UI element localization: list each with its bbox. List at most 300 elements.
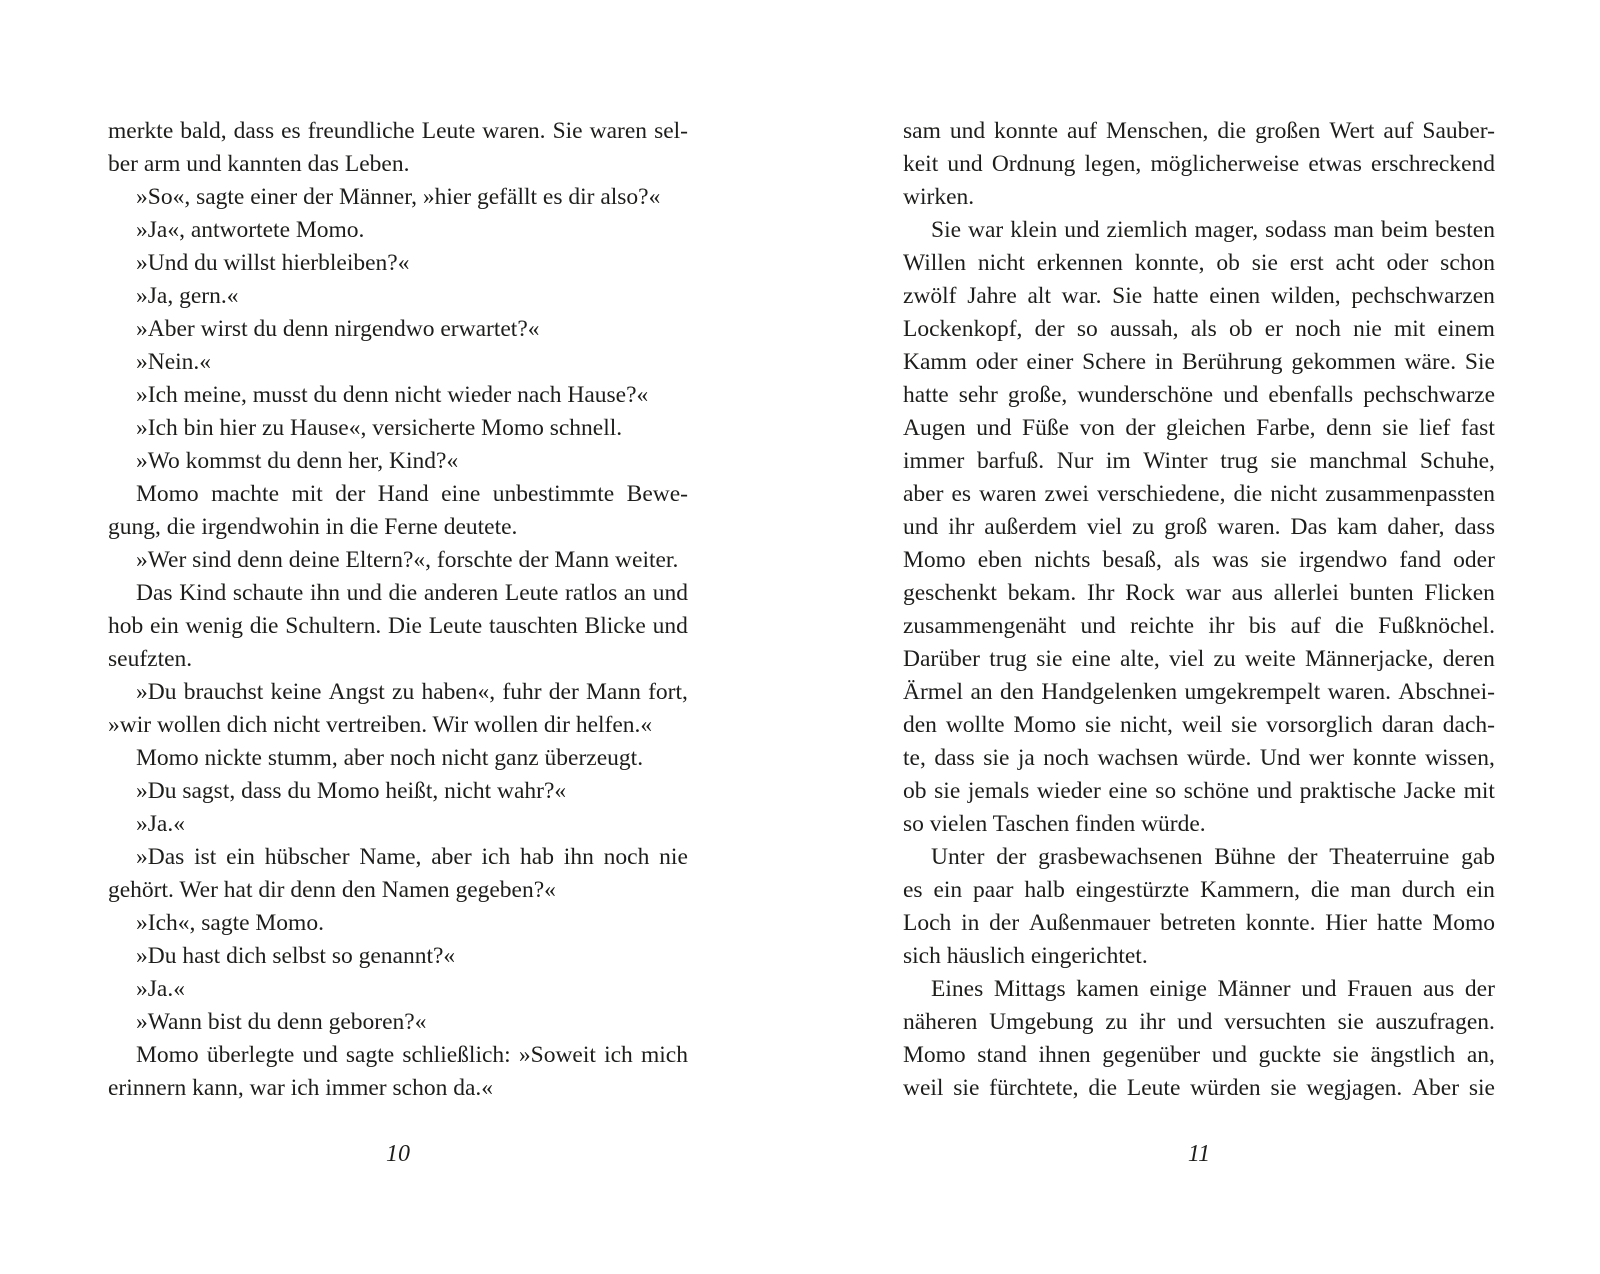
word: hübscher: [264, 844, 350, 870]
word: Mann: [586, 679, 641, 705]
word: zu: [392, 679, 415, 705]
word: und: [903, 514, 939, 540]
text-line: [903, 1072, 1495, 1105]
word: trug: [989, 646, 1028, 672]
word: Nur: [1056, 448, 1094, 474]
word: so: [1155, 778, 1177, 804]
word: es: [951, 481, 972, 507]
word: und: [652, 580, 688, 606]
word: Farbe,: [1256, 415, 1316, 441]
word: Schere: [1082, 349, 1147, 375]
word: sie: [1270, 448, 1297, 474]
word: Bewe-: [626, 481, 688, 507]
word: der: [1125, 415, 1156, 441]
word: beim: [1380, 217, 1428, 243]
word: fast: [1460, 415, 1495, 441]
word: ich: [604, 1042, 633, 1068]
word: noch: [1043, 745, 1089, 771]
text-line: gehört. Wer hat dir denn den Namen gegeben?«: [108, 877, 556, 903]
word: ihr: [1208, 613, 1235, 639]
word: keine: [270, 679, 322, 705]
word: schon: [1440, 250, 1495, 276]
word: konnte: [1352, 745, 1417, 771]
word: reichte: [1130, 613, 1195, 639]
word: sie: [1468, 1075, 1495, 1101]
word: oder: [1386, 250, 1429, 276]
word: Momo: [1013, 712, 1077, 738]
text-line: [903, 379, 1495, 412]
word: einer: [1026, 349, 1074, 375]
word: waren.: [1217, 514, 1281, 540]
word: ich: [481, 844, 511, 870]
word: verschiedene,: [1096, 481, 1226, 507]
word: aussah,: [1109, 316, 1179, 342]
word: die: [1310, 877, 1340, 903]
word: Sie: [1112, 283, 1143, 309]
word: denn: [1326, 415, 1372, 441]
word: und: [949, 118, 986, 144]
word: ratlos: [565, 580, 618, 606]
word: Und: [1259, 745, 1301, 771]
word: gab: [1461, 844, 1495, 870]
word: besaß,: [1102, 547, 1162, 573]
word: geschenkt: [903, 580, 997, 606]
word: im: [1105, 448, 1131, 474]
word: sie: [953, 1075, 980, 1101]
word: Die: [387, 613, 422, 639]
text-line: [903, 148, 1495, 181]
word: wilden,: [1270, 283, 1341, 309]
word: auf: [1066, 118, 1097, 144]
word: ihr: [948, 514, 975, 540]
text-line: »Nein.«: [136, 349, 212, 375]
text-line: [903, 973, 1495, 1006]
word: mager,: [1194, 217, 1259, 243]
word: zu: [1105, 1009, 1128, 1035]
word: Frauen: [1347, 976, 1413, 1002]
word: und: [302, 1042, 338, 1068]
word: Lockenkopf,: [903, 316, 1023, 342]
word: ob: [1216, 250, 1240, 276]
word: hab: [520, 844, 554, 870]
word: sie: [1036, 646, 1063, 672]
word: noch: [603, 844, 650, 870]
page-right-text: [903, 115, 1495, 1105]
word: der: [335, 481, 366, 507]
page-left-text: [108, 115, 688, 1105]
word: Abschnei-: [1398, 679, 1495, 705]
word: jemals: [967, 778, 1030, 804]
word: ob: [903, 778, 927, 804]
text-line: [903, 577, 1495, 610]
word: betreten: [1160, 910, 1236, 936]
word: große,: [1007, 382, 1068, 408]
word: wissen,: [1425, 745, 1495, 771]
text-line: »Wo kommst du denn her, Kind?«: [136, 448, 459, 474]
word: eingestürzte: [1075, 877, 1190, 903]
word: daher,: [1387, 514, 1445, 540]
word: zu: [1213, 646, 1236, 672]
word: nie: [1353, 316, 1382, 342]
word: wollte: [945, 712, 1005, 738]
word: Ihr: [1087, 580, 1115, 606]
word: bis: [1248, 613, 1277, 639]
text-line: »Du sagst, dass du Momo heißt, nicht wahr?«: [136, 778, 567, 804]
word: Menschen,: [1105, 118, 1209, 144]
word: trug: [1220, 448, 1259, 474]
word: dass: [1454, 514, 1495, 540]
word: auf: [1290, 613, 1321, 639]
word: immer: [903, 448, 965, 474]
word: man: [1350, 877, 1391, 903]
word: legen,: [1084, 151, 1142, 177]
word: »Du: [136, 679, 177, 705]
word: haben«,: [421, 679, 496, 705]
word: aber: [903, 481, 944, 507]
word: die: [1217, 118, 1247, 144]
word: der: [1034, 316, 1065, 342]
word: Blicke: [584, 613, 646, 639]
word: Momo: [1432, 910, 1495, 936]
text-line: wirken.: [903, 184, 975, 210]
word: ein: [933, 877, 963, 903]
word: die: [1233, 481, 1263, 507]
word: ihr: [1139, 1009, 1166, 1035]
word: ein: [226, 844, 255, 870]
word: paar: [973, 877, 1014, 903]
word: mich: [640, 1042, 688, 1068]
word: Berührung: [1181, 349, 1283, 375]
word: ebenfalls: [1268, 382, 1354, 408]
word: ziemlich: [1106, 217, 1188, 243]
word: die: [1335, 613, 1364, 639]
text-line: ber arm und kannten das Leben.: [108, 151, 410, 177]
word: Kamm: [903, 349, 967, 375]
word: der: [989, 910, 1020, 936]
word: halb: [1024, 877, 1065, 903]
word: und: [1211, 1042, 1247, 1068]
word: brauchst: [183, 679, 264, 705]
word: bunten: [1349, 580, 1414, 606]
word: versuchten: [1224, 1009, 1326, 1035]
word: überlegte: [206, 1042, 295, 1068]
text-line: [903, 610, 1495, 643]
word: manchmal: [1309, 448, 1408, 474]
text-line: sich häuslich eingerichtet.: [903, 943, 1148, 969]
word: der: [1464, 976, 1495, 1002]
word: gegenüber: [1102, 1042, 1201, 1068]
word: merkte: [108, 118, 174, 144]
word: als: [1190, 316, 1217, 342]
word: hatte: [903, 382, 949, 408]
text-line: »Ich bin hier zu Hause«, versicherte Momo schnell.: [136, 415, 623, 441]
word: pechschwarze: [1363, 382, 1495, 408]
word: zwei: [1044, 481, 1089, 507]
word: und: [1177, 1009, 1213, 1035]
text-line: [108, 1039, 688, 1072]
word: dass: [233, 118, 275, 144]
word: ein: [1466, 877, 1495, 903]
text-line: »Ja.«: [136, 976, 185, 1002]
text-line: [903, 115, 1495, 148]
word: Flicken: [1424, 580, 1495, 606]
word: Momo: [903, 1042, 966, 1068]
word: so: [1076, 316, 1098, 342]
word: Kammern,: [1200, 877, 1300, 903]
page-right: [903, 115, 1495, 1171]
word: allerlei: [1273, 580, 1339, 606]
word: Handgelenken: [1041, 679, 1178, 705]
word: etwas: [1308, 151, 1362, 177]
word: eine: [1071, 646, 1111, 672]
word: an,: [1466, 1042, 1495, 1068]
word: außerdem: [984, 514, 1077, 540]
word: Sie: [1464, 349, 1495, 375]
text-line: [903, 478, 1495, 511]
word: in: [1154, 349, 1174, 375]
word: und: [1256, 778, 1292, 804]
word: Das: [1290, 514, 1328, 540]
text-line: [108, 841, 688, 874]
word: Fußknöchel.: [1378, 613, 1495, 639]
word: wer: [1308, 745, 1345, 771]
word: nicht: [977, 250, 1025, 276]
word: aus: [1422, 976, 1455, 1002]
word: fand: [1399, 547, 1442, 573]
word: Leute: [421, 118, 476, 144]
word: fuhr: [502, 679, 542, 705]
word: sel-: [654, 118, 688, 144]
word: »Das: [136, 844, 185, 870]
word: ja: [1017, 745, 1035, 771]
text-line: [108, 577, 688, 610]
word: von: [1079, 415, 1115, 441]
word: und: [652, 613, 688, 639]
word: hatte: [1152, 283, 1199, 309]
word: und: [1080, 613, 1116, 639]
text-line: [903, 511, 1495, 544]
word: mit: [291, 481, 323, 507]
word: Augen: [903, 415, 966, 441]
word: oder: [1453, 547, 1495, 573]
word: groß: [1164, 514, 1208, 540]
word: sehr: [958, 382, 998, 408]
page-number-right: 11: [1187, 1141, 1211, 1167]
word: wegjagen.: [1306, 1075, 1403, 1101]
word: was: [1212, 547, 1249, 573]
text-line: [903, 742, 1495, 775]
word: pechschwarzen: [1351, 283, 1495, 309]
word: Männer: [1217, 976, 1291, 1002]
word: nie: [659, 844, 688, 870]
word: wäre.: [1404, 349, 1457, 375]
word: praktische: [1299, 778, 1397, 804]
word: Sauber-: [1422, 118, 1495, 144]
word: freundliche: [307, 118, 415, 144]
word: an: [623, 580, 647, 606]
word: sie: [1085, 712, 1112, 738]
word: Aber: [1412, 1075, 1460, 1101]
word: Loch: [903, 910, 952, 936]
word: fürchtete,: [989, 1075, 1079, 1101]
word: ist: [194, 844, 217, 870]
word: weil: [903, 1075, 944, 1101]
text-line: »Wann bist du denn geboren?«: [136, 1009, 427, 1035]
word: dass: [934, 745, 975, 771]
word: Ärmel: [903, 679, 964, 705]
word: Wert: [1329, 118, 1375, 144]
word: und: [346, 580, 382, 606]
word: waren.: [1327, 679, 1391, 705]
word: wachsen: [1097, 745, 1179, 771]
text-line: »Ja«, antwortete Momo.: [136, 217, 365, 243]
word: eben: [977, 547, 1023, 573]
text-line: [903, 445, 1495, 478]
word: aus: [1231, 580, 1263, 606]
word: ihn: [309, 580, 340, 606]
word: Unter: [931, 844, 985, 870]
word: der: [996, 844, 1027, 870]
word: hatte: [1376, 910, 1423, 936]
word: eine: [1108, 778, 1148, 804]
word: nicht,: [1120, 712, 1173, 738]
word: auf: [1383, 118, 1414, 144]
text-line: [903, 676, 1495, 709]
word: sie: [1260, 547, 1287, 573]
word: bekam.: [1007, 580, 1077, 606]
text-line: [108, 115, 688, 148]
word: und: [947, 151, 983, 177]
word: stand: [977, 1042, 1027, 1068]
word: Momo: [903, 547, 966, 573]
word: und: [976, 415, 1012, 441]
word: zu: [1132, 514, 1155, 540]
word: Männerjacke,: [1304, 646, 1434, 672]
word: war.: [1061, 283, 1102, 309]
word: »Soweit: [518, 1042, 596, 1068]
text-line: gung, die irgendwohin in die Ferne deutete.: [108, 514, 518, 540]
text-line: [903, 346, 1495, 379]
word: Momo: [136, 1042, 199, 1068]
word: Leute: [504, 580, 559, 606]
word: sodass: [1265, 217, 1327, 243]
word: tauschten: [488, 613, 578, 639]
word: guckte: [1258, 1042, 1322, 1068]
word: Leute: [1126, 1075, 1181, 1101]
word: Hand: [377, 481, 429, 507]
word: irgendwo: [1298, 547, 1388, 573]
word: es: [281, 118, 301, 144]
word: die: [388, 580, 418, 606]
word: aber: [431, 844, 472, 870]
text-line: »Aber wirst du denn nirgendwo erwartet?«: [136, 316, 540, 342]
word: alt: [1027, 283, 1051, 309]
word: waren: [979, 481, 1037, 507]
text-line: »Ich«, sagte Momo.: [136, 910, 324, 936]
word: fort,: [648, 679, 688, 705]
word: wenig: [185, 613, 243, 639]
word: wunderschöne: [1077, 382, 1214, 408]
word: eine: [441, 481, 481, 507]
word: großen: [1255, 118, 1321, 144]
word: mit: [1393, 316, 1426, 342]
word: weil: [1181, 712, 1223, 738]
word: nichts: [1034, 547, 1091, 573]
word: Hier: [1325, 910, 1368, 936]
word: Mittags: [993, 976, 1066, 1002]
word: hob: [108, 613, 144, 639]
word: Bühne: [1214, 844, 1276, 870]
word: unbestimmte: [492, 481, 615, 507]
word: mit: [1463, 778, 1495, 804]
word: Schultern.: [285, 613, 382, 639]
text-line: [903, 412, 1495, 445]
text-line: »Und du willst hierbleiben?«: [136, 250, 410, 276]
text-line: [108, 676, 688, 709]
word: der: [548, 679, 579, 705]
word: kamen: [1076, 976, 1139, 1002]
word: und: [1301, 976, 1337, 1002]
word: Jacke: [1403, 778, 1456, 804]
word: gekommen: [1291, 349, 1396, 375]
text-line: »Ich meine, musst du denn nicht wieder nach Hause?«: [136, 382, 649, 408]
word: anderen: [423, 580, 499, 606]
word: sie: [1231, 712, 1258, 738]
word: auszufragen.: [1375, 1009, 1495, 1035]
word: der: [1287, 844, 1318, 870]
word: sie: [934, 778, 961, 804]
word: in: [961, 910, 980, 936]
word: zusammengenäht: [903, 613, 1067, 639]
word: und: [1064, 217, 1100, 243]
word: Darüber: [903, 646, 980, 672]
word: Kind: [179, 580, 227, 606]
word: waren: [589, 118, 648, 144]
word: sie: [1382, 415, 1409, 441]
text-line: [903, 214, 1495, 247]
word: deren: [1442, 646, 1495, 672]
word: keit: [903, 151, 939, 177]
word: Füße: [1022, 415, 1070, 441]
word: konnte,: [1134, 250, 1205, 276]
word: den: [1000, 679, 1034, 705]
word: schöne: [1183, 778, 1250, 804]
word: Sie: [931, 217, 962, 243]
word: machte: [211, 481, 280, 507]
word: wieder: [1036, 778, 1101, 804]
text-line: [903, 643, 1495, 676]
word: gleichen: [1165, 415, 1246, 441]
text-line: seufzten.: [108, 646, 193, 672]
word: grasbewachsenen: [1038, 844, 1203, 870]
text-line: [903, 247, 1495, 280]
word: oder: [975, 349, 1018, 375]
word: noch: [1295, 316, 1341, 342]
word: waren.: [482, 118, 546, 144]
word: möglicherweise: [1150, 151, 1300, 177]
word: Willen: [903, 250, 967, 276]
text-line: [903, 775, 1495, 808]
word: sie: [1337, 1009, 1364, 1035]
word: einige: [1149, 976, 1207, 1002]
word: Angst: [328, 679, 385, 705]
word: Außenmauer: [1028, 910, 1151, 936]
text-line: [903, 907, 1495, 940]
word: umgekrempelt: [1184, 679, 1321, 705]
text-line: [903, 544, 1495, 577]
word: Schuhe,: [1419, 448, 1495, 474]
word: Sie: [552, 118, 583, 144]
